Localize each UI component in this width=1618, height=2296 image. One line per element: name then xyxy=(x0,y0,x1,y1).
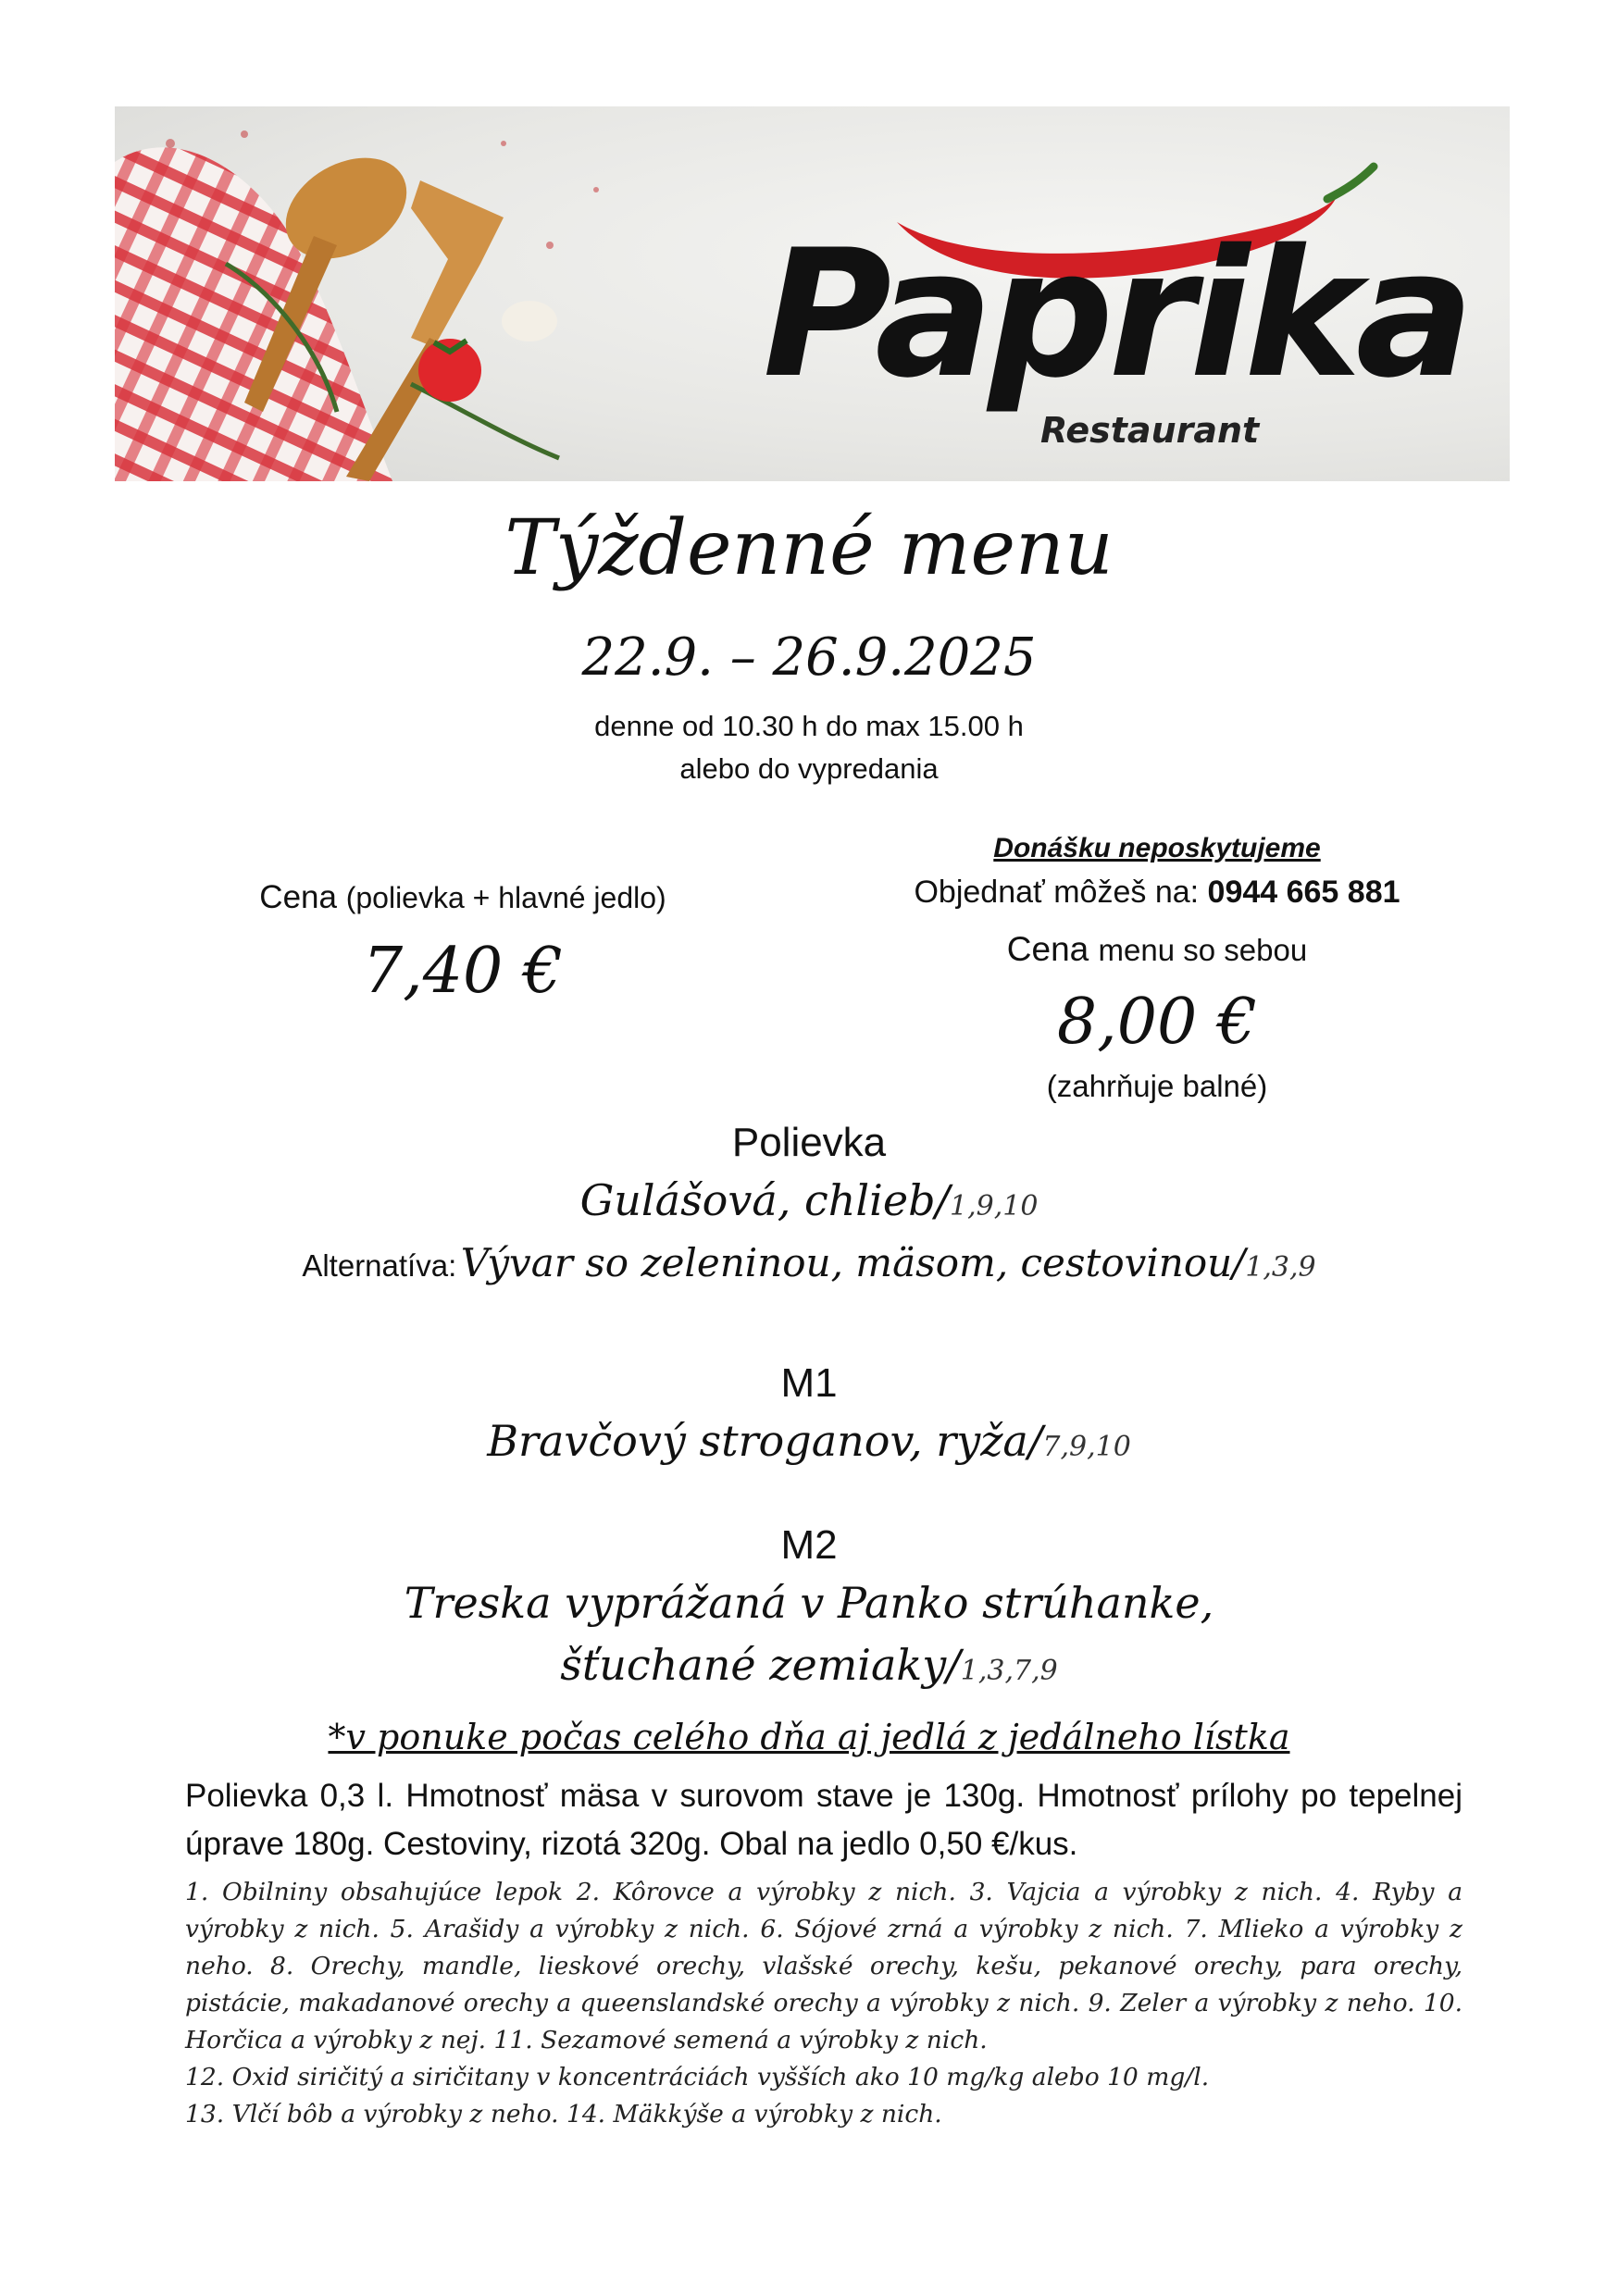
allergen-text: 12. Oxid siričitý a siričitany v koncentráciách vyšších ako 10 mg/kg alebo 10 mg/l. xyxy=(185,2063,1210,2091)
soup-alternative-dish: Vývar so zeleninou, mäsom, cestovinou/ xyxy=(460,1240,1246,1285)
soup-alternative-allergens: 1,3,9 xyxy=(1245,1251,1316,1284)
takeaway-price: 8,00 € xyxy=(1056,986,1258,1059)
menu-price: 7,40 € xyxy=(362,935,564,1008)
m1-allergens: 7,9,10 xyxy=(1042,1431,1131,1463)
m2-dish-line1: Treska vyprážaná v Panko strúhanke, xyxy=(404,1578,1214,1628)
brand-logo-text: Paprika xyxy=(763,212,1469,416)
hours-line: denne od 10.30 h do max 15.00 h xyxy=(594,710,1024,742)
takeaway-price-label xyxy=(833,930,1481,969)
alternative-label: Alternatíva: xyxy=(302,1248,457,1283)
allergen-list xyxy=(185,1874,1462,2133)
delivery-note: Donášku neposkytujeme xyxy=(993,833,1321,863)
portion-info: Polievka 0,3 l. Hmotnosť mäsa v surovom stave je 130g. Hmotnosť prílohy po tepelnej úprave 180g. Cestoviny, rizotá 320g. Obal na jedlo 0,50 €/kus. xyxy=(185,1778,1462,1862)
page-title: Týždenné menu xyxy=(504,504,1114,592)
menu-dates: 22.9. – 26.9.2025 xyxy=(581,627,1037,688)
takeaway-label-main: Cena xyxy=(1006,930,1089,968)
m1-dish-line xyxy=(0,1416,1618,1466)
m2-dish: šťuchané zemiaky/ xyxy=(560,1640,961,1690)
phone-number: 0944 665 881 xyxy=(1207,875,1400,910)
price-label xyxy=(139,879,787,916)
soup-dish: Gulášová, chlieb/ xyxy=(579,1175,951,1225)
takeaway-label-detail: menu so sebou xyxy=(1098,933,1308,967)
tomato-icon xyxy=(418,339,481,402)
allergen-text: 1. Obilniny obsahujúce lepok 2. Kôrovce a výrobky z nich. 3. Vajcia a výrobky z nich. 4. Ryby a výrobky z nich. 5. Arašidy a výrobky z nich. 6. Sójové zrná a výrobky z nich. 7. Mlieko a výrobky z neho. 8. Orechy, mandle, lieskové orechy, vlašské orechy, kešu, pekanové orechy, para orechy, pistácie, makadanové orechy a queenslandské orechy a výrobky z nich. 9. Zeler a výrobky z neho. 10. Horčica a výrobky z nej. 11. Sezamové semená a výrobky z nich. xyxy=(185,1878,1462,2054)
hours-line: alebo do vypredania xyxy=(679,752,939,785)
m1-dish: Bravčový stroganov, ryža/ xyxy=(487,1416,1043,1466)
brand-subtitle: Restaurant xyxy=(1040,410,1260,451)
header-banner xyxy=(115,106,1510,481)
garlic-icon xyxy=(502,301,557,341)
m1-heading: M1 xyxy=(780,1360,838,1406)
packing-note: (zahrňuje balné) xyxy=(1046,1069,1268,1103)
opening-hours xyxy=(0,705,1618,790)
price-label-detail: (polievka + hlavné jedlo) xyxy=(345,881,666,914)
allergen-text: 13. Vlčí bôb a výrobky z neho. 14. Mäkkýše a výrobky z nich. xyxy=(185,2100,942,2128)
order-line xyxy=(833,875,1481,911)
m2-allergens: 1,3,7,9 xyxy=(960,1655,1058,1687)
order-label: Objednať môžeš na: xyxy=(914,875,1200,910)
m2-dish-line2 xyxy=(0,1640,1618,1690)
price-label-main: Cena xyxy=(259,879,337,915)
soup-alternative-line xyxy=(0,1240,1618,1285)
all-day-note: *v ponuke počas celého dňa aj jedlá z jedálneho lístka xyxy=(328,1717,1290,1757)
soup-allergens: 1,9,10 xyxy=(950,1190,1039,1222)
soup-heading: Polievka xyxy=(731,1120,887,1165)
m2-heading: M2 xyxy=(780,1522,838,1568)
soup-dish-line xyxy=(0,1175,1618,1225)
